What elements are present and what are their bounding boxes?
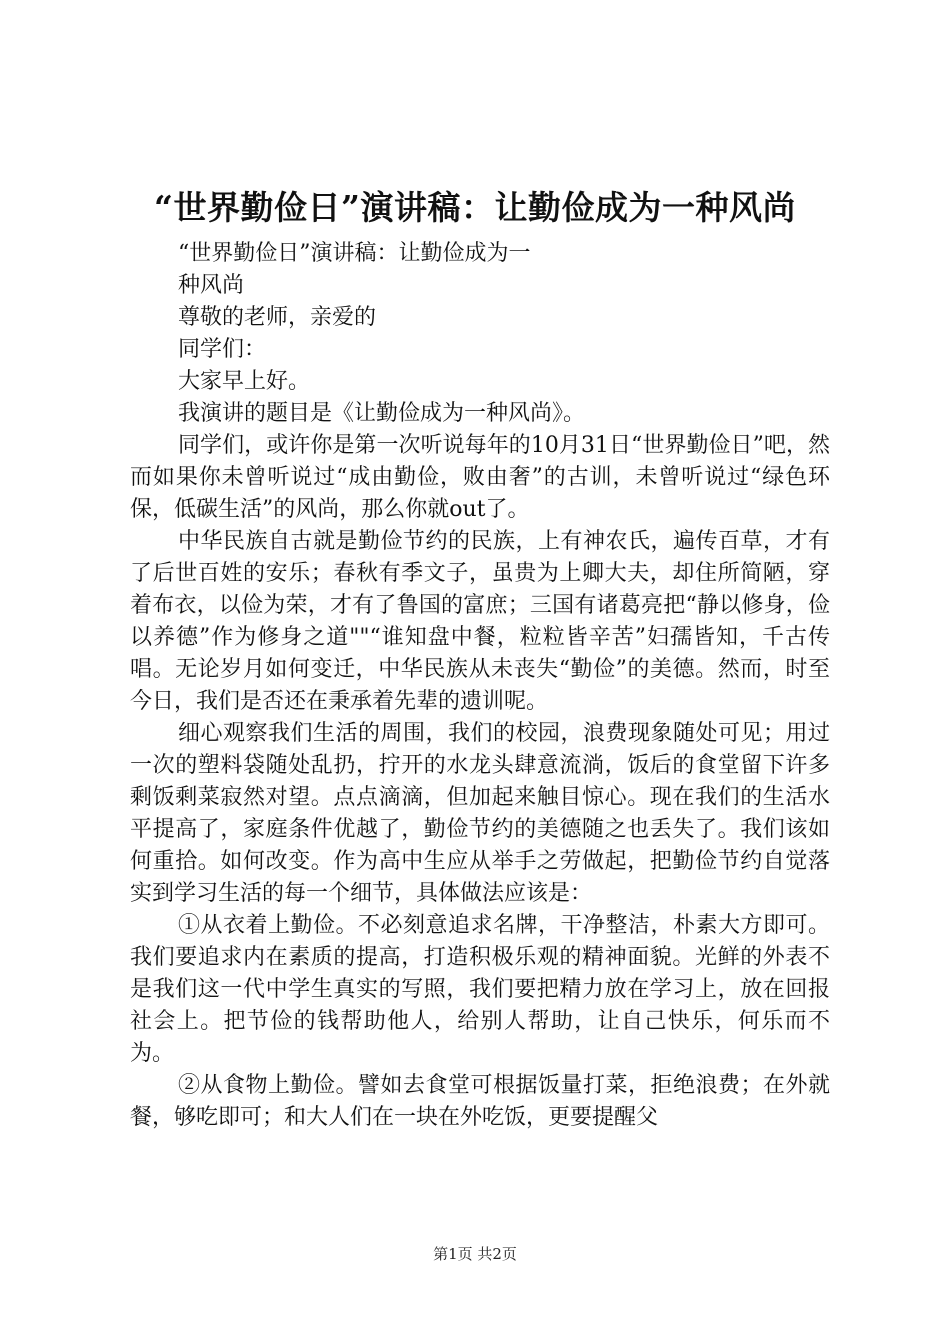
page-title: “世界勤俭日”演讲稿：让勤俭成为一种风尚 — [154, 188, 796, 227]
header-line: “世界勤俭日”演讲稿：让勤俭成为一 — [178, 241, 531, 266]
paragraph: 细心观察我们生活的周围，我们的校园，浪费现象随处可见；用过一次的塑料袋随处乱扔，拧开的水龙头肆意流淌，饭后的食堂留下许多剩饭剩菜寂然对望。点点滴滴，但加起来触目惊心。现在我们的生活水平提高了，家庭条件优越了，勤俭节约的美德随之也丢失了。我们该如何重拾。如何改变。作为高中生应从举手之劳做起，把勤俭节约自觉落实到学习生活的每一个细节，具体做法应该是： — [130, 721, 830, 906]
header-line: 种风尚 — [178, 273, 245, 298]
page-number: 第1页 共2页 — [433, 1245, 517, 1263]
document-body — [130, 238, 830, 1134]
paragraph: ①从衣着上勤俭。不必刻意追求名牌，干净整洁，朴素大方即可。我们要追求内在素质的提高，打造积极乐观的精神面貌。光鲜的外表不是我们这一代中学生真实的写照，我们要把精力放在学习上，放在回报社会上。把节俭的钱帮助他人，给别人帮助，让自己快乐，何乐而不为。 — [130, 913, 830, 1066]
paragraph: 中华民族自古就是勤俭节约的民族，上有神农氏，遍传百草，才有了后世百姓的安乐；春秋有季文子，虽贵为上卿大夫，却住所简陋，穿着布衣，以俭为荣，才有了鲁国的富庶；三国有诸葛亮把“静以修身，俭以养德”作为修身之道""“谁知盘中餐，粒粒皆辛苦”妇孺皆知，千古传唱。无论岁月如何变迁，中华民族从未丧失“勤俭”的美德。然而，时至今日，我们是否还在秉承着先辈的遗训呢。 — [130, 529, 830, 714]
greeting-line: 大家早上好。 — [178, 369, 311, 394]
paragraph: 同学们，或许你是第一次听说每年的10月31日“世界勤俭日”吧，然而如果你未曾听说过“成由勤俭，败由奢”的古训，未曾听说过“绿色环保，低碳生活”的风尚，那么你就out了。 — [130, 433, 831, 522]
greeting-line: 尊敬的老师，亲爱的 — [178, 305, 377, 330]
paragraph: ②从食物上勤俭。譬如去食堂可根据饭量打菜，拒绝浪费；在外就餐，够吃即可；和大人们在一块在外吃饭，更要提醒父 — [130, 1073, 830, 1130]
greeting-line: 同学们： — [178, 337, 267, 362]
topic-line: 我演讲的题目是《让勤俭成为一种风尚》。 — [178, 401, 586, 426]
